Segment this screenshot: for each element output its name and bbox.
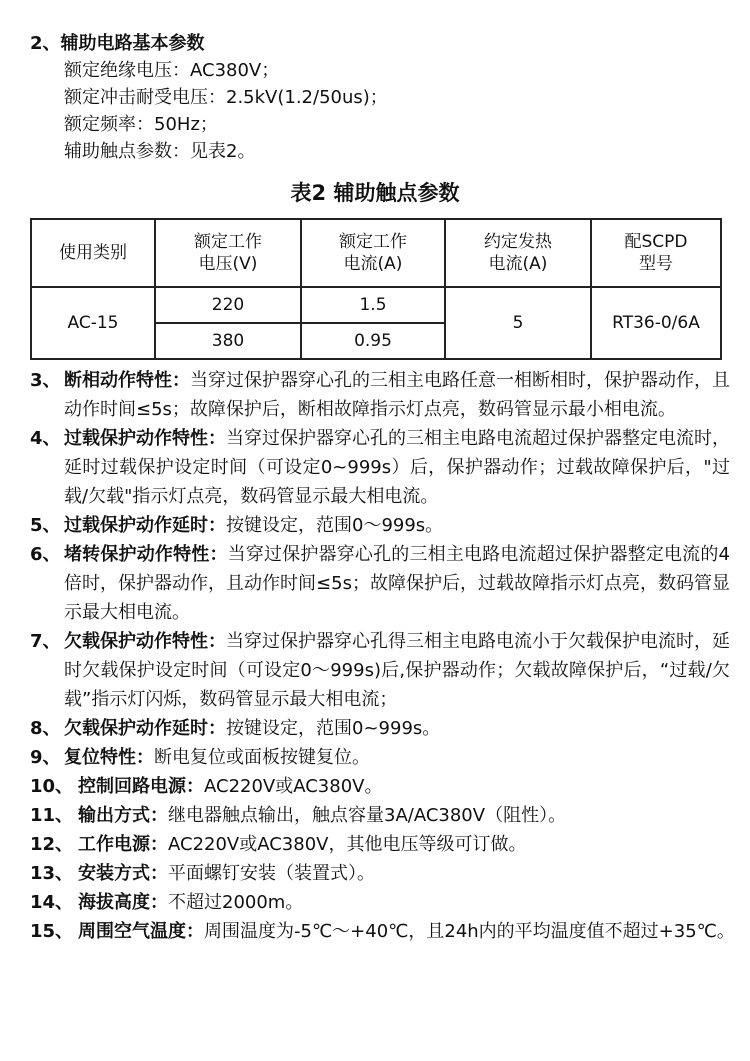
list-item [30, 540, 730, 627]
header-text: 电流(A) [343, 254, 403, 274]
item-text: 断电复位或面板按键复位。 [154, 747, 370, 768]
aux-contact-table [30, 218, 722, 360]
item-title: 安装方式： [78, 863, 168, 884]
item-text: 继电器触点输出，触点容量3A/AC380V（阻性）。 [168, 805, 567, 826]
list-item [30, 714, 730, 743]
list-item [30, 627, 730, 714]
table-row [31, 287, 721, 323]
item-number: 11、 [30, 805, 74, 826]
cell-current: 0.95 [301, 323, 445, 359]
cell-thermal-current: 5 [445, 287, 591, 359]
item-title: 堵转保护动作特性： [64, 544, 228, 565]
header-text: 配SCPD [624, 232, 688, 252]
item-title: 过载保护动作特性： [64, 428, 226, 449]
cell-current: 1.5 [301, 287, 445, 323]
cell-scpd-model: RT36-0/6A [591, 287, 721, 359]
cell-voltage: 220 [155, 287, 301, 323]
list-item [30, 801, 730, 830]
list-item [30, 511, 730, 540]
item-title: 欠载保护动作特性： [64, 631, 226, 652]
item-number: 15、 [30, 921, 74, 942]
item-number: 10、 [30, 776, 74, 797]
item-text: AC220V或AC380V，其他电压等级可订做。 [168, 834, 527, 855]
item-title: 过载保护动作延时： [64, 515, 226, 536]
impulse-voltage-line: 额定冲击耐受电压：2.5kV(1.2/50us)； [64, 87, 388, 108]
header-text: 约定发热 [484, 232, 552, 252]
item-text: 当穿过保护器穿心孔的三相主电路电流超过保护器整定电流时，延时过载保护设定时间（可设定0~999s）后，保护器动作；过载故障保护后，"过载/欠载"指示灯点亮，数码管显示最大相电流。 [64, 428, 730, 507]
header-text: 电压(V) [198, 254, 258, 274]
item-text: AC220V或AC380V。 [204, 776, 383, 797]
item-title: 控制回路电源： [78, 776, 204, 797]
header-text: 型号 [639, 254, 673, 274]
list-item [30, 859, 730, 888]
item-number: 9、 [30, 747, 61, 768]
list-item [30, 830, 730, 859]
item-text: 当穿过保护器穿心孔的三相主电路电流超过保护器整定电流的4倍时，保护器动作，且动作时间≤5s；故障保护后，过载故障指示灯点亮，数码管显示最大相电流。 [64, 544, 731, 623]
item-title: 海拔高度： [78, 892, 168, 913]
item-number: 12、 [30, 834, 74, 855]
item-title: 输出方式： [78, 805, 168, 826]
item-number: 4、 [30, 428, 61, 449]
item-text: 当穿过保护器穿心孔的三相主电路任意一相断相时，保护器动作，且动作时间≤5s；故障保护后，断相故障指示灯点亮，数码管显示最小相电流。 [64, 370, 730, 420]
header-text: 额定工作 [194, 232, 262, 252]
header-text: 电流(A) [488, 254, 548, 274]
item-title: 周围空气温度： [78, 921, 204, 942]
item-number: 14、 [30, 892, 74, 913]
list-item [30, 772, 730, 801]
header-scpd-model [591, 219, 721, 287]
header-rated-current [301, 219, 445, 287]
cell-voltage: 380 [155, 323, 301, 359]
aux-contact-line: 辅助触点参数：见表2。 [64, 141, 256, 162]
aux-circuit-section [30, 30, 730, 165]
list-item [30, 917, 735, 946]
item-number: 3、 [30, 370, 61, 391]
header-rated-voltage [155, 219, 301, 287]
list-item [30, 743, 730, 772]
item-text: 按键设定，范围0～999s。 [226, 515, 444, 536]
item-number: 5、 [30, 515, 61, 536]
item-title: 工作电源： [78, 834, 168, 855]
item-text: 平面螺钉安装（装置式）。 [168, 863, 375, 884]
cell-category: AC-15 [31, 287, 155, 359]
list-item [30, 888, 730, 917]
insulation-voltage-line: 额定绝缘电压：AC380V； [64, 60, 280, 81]
item-title: 断相动作特性： [64, 370, 190, 391]
item-number: 8、 [30, 718, 61, 739]
header-thermal-current [445, 219, 591, 287]
frequency-line: 额定频率：50Hz； [64, 114, 218, 135]
item-title: 欠载保护动作延时： [64, 718, 226, 739]
header-category [31, 219, 155, 287]
table-title: 表2 辅助触点参数 [290, 181, 460, 205]
section-heading: 2、辅助电路基本参数 [30, 33, 205, 54]
item-number: 7、 [30, 631, 61, 652]
header-text: 使用类别 [59, 243, 127, 263]
list-item [30, 366, 730, 424]
list-item [30, 424, 730, 511]
item-text: 按键设定，范围0~999s。 [226, 718, 441, 739]
item-title: 复位特性： [64, 747, 154, 768]
spec-list [30, 366, 735, 946]
item-number: 13、 [30, 863, 74, 884]
item-text: 不超过2000m。 [168, 892, 304, 913]
header-text: 额定工作 [339, 232, 407, 252]
table-header-row [31, 219, 721, 287]
item-number: 6、 [30, 544, 61, 565]
item-text: 当穿过保护器穿心孔得三相主电路电流小于欠载保护电流时，延时欠载保护设定时间（可设定0～999s)后,保护器动作；欠载故障保护后，“过载/欠载”指示灯闪烁，数码管显示最大相电流； [64, 631, 730, 710]
item-text: 周围温度为-5℃～+40℃，且24h内的平均温度值不超过+35℃。 [204, 921, 735, 942]
